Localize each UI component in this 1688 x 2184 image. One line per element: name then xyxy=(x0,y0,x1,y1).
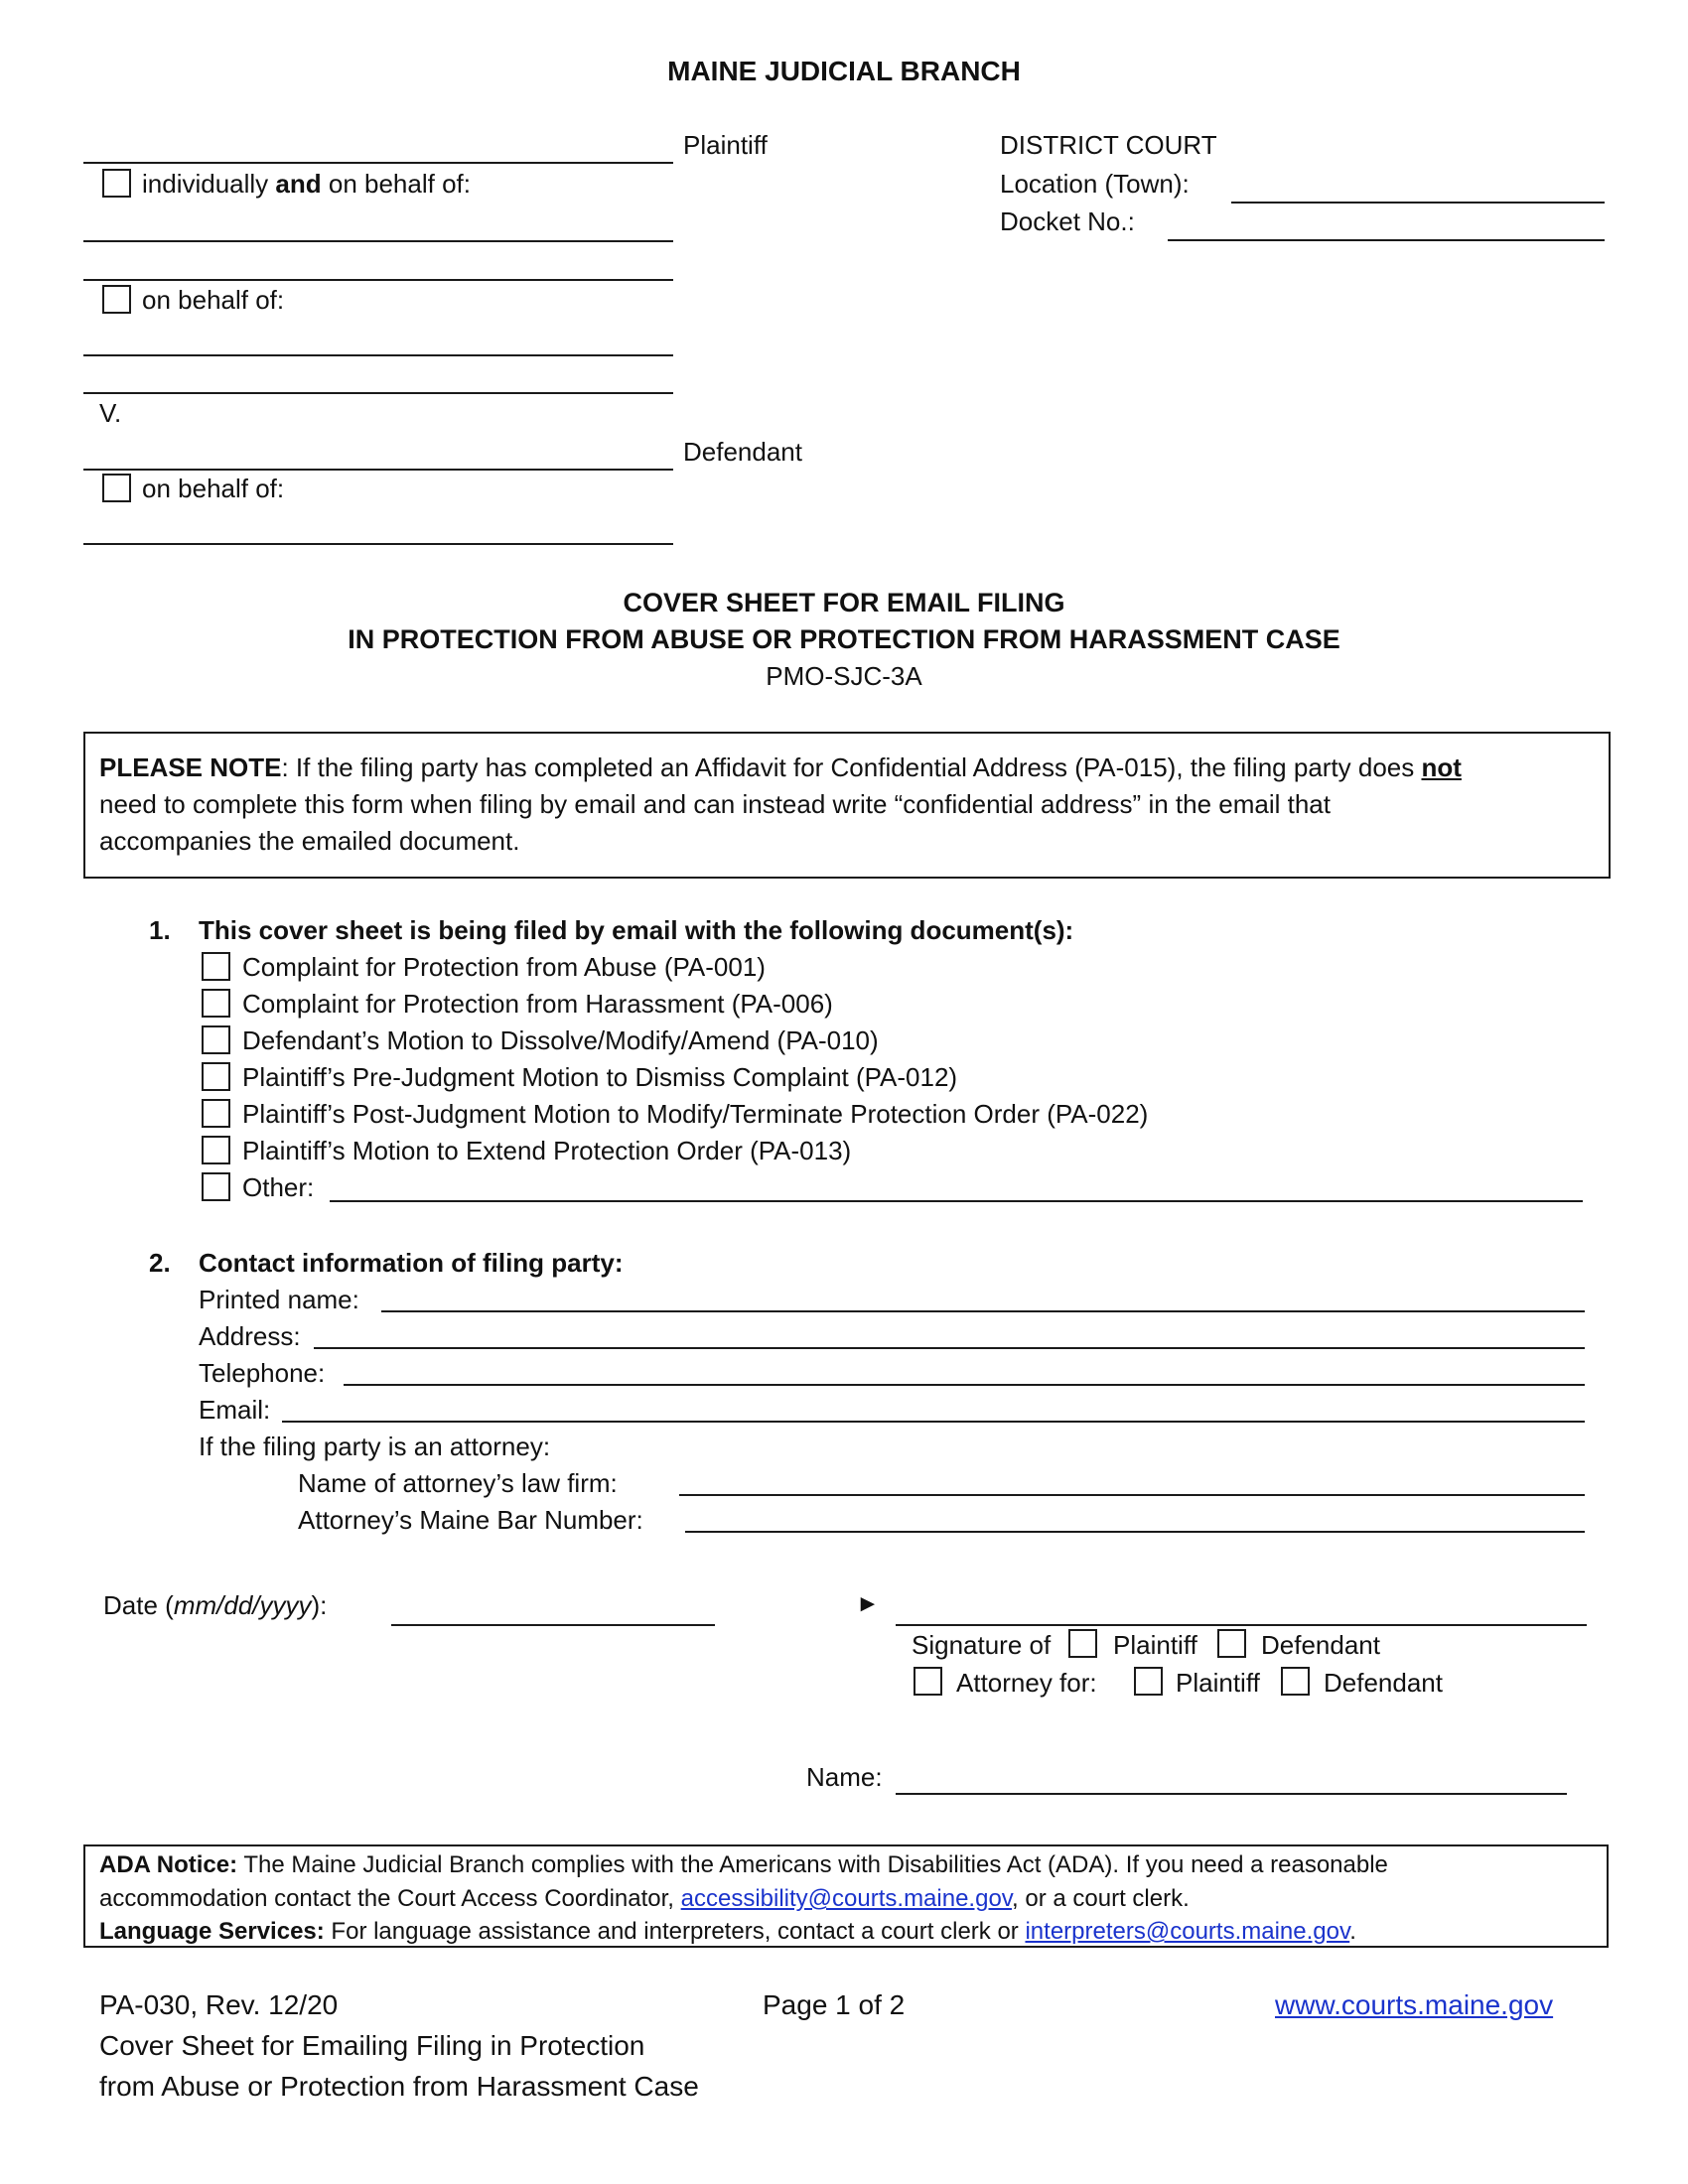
plaintiff-label: Plaintiff xyxy=(683,130,768,160)
attorney-defendant-checkbox[interactable] xyxy=(1281,1667,1310,1696)
signature-defendant-checkbox[interactable] xyxy=(1217,1629,1246,1658)
attorney-defendant-label: Defendant xyxy=(1324,1668,1443,1698)
signature-arrow-icon: ► xyxy=(856,1590,880,1617)
on-behalf-checkbox-1[interactable] xyxy=(102,285,131,314)
signature-plaintiff-label: Plaintiff xyxy=(1113,1630,1197,1660)
accessibility-email-link[interactable]: accessibility@courts.maine.gov xyxy=(680,1885,1013,1912)
law-firm-label: Name of attorney’s law firm: xyxy=(298,1468,618,1498)
form-title-line1: COVER SHEET FOR EMAIL FILING xyxy=(623,588,1065,617)
ada-line-2: accommodation contact the Court Access Coordinator, accessibility@courts.maine.gov, or a court clerk. xyxy=(99,1885,1190,1912)
defendant-label: Defendant xyxy=(683,437,802,467)
section2-number: 2. xyxy=(149,1248,171,1278)
bar-number-field[interactable] xyxy=(685,1531,1585,1533)
note-line-3: accompanies the emailed document. xyxy=(99,826,520,856)
section1-number: 1. xyxy=(149,915,171,945)
behalf-line-4[interactable] xyxy=(83,392,673,394)
doc-label-pa012: Plaintiff’s Pre-Judgment Motion to Dismiss Complaint (PA-012) xyxy=(242,1062,958,1092)
individually-label: individually and on behalf of: xyxy=(142,169,471,199)
doc-checkbox-pa022[interactable] xyxy=(202,1099,230,1128)
doc-label-pa006: Complaint for Protection from Harassment (PA-006) xyxy=(242,989,833,1019)
docket-field[interactable] xyxy=(1168,239,1605,241)
section2-heading: Contact information of filing party: xyxy=(199,1248,624,1278)
interpreters-email-link[interactable]: interpreters@courts.maine.gov xyxy=(1025,1918,1350,1945)
doc-checkbox-pa001[interactable] xyxy=(202,952,230,981)
ada-line-1: ADA Notice: The Maine Judicial Branch complies with the Americans with Disabilities Act (ADA). If you need a reasonable xyxy=(99,1851,1388,1878)
other-field[interactable] xyxy=(330,1200,1583,1202)
on-behalf-checkbox-2[interactable] xyxy=(102,474,131,502)
attorney-intro: If the filing party is an attorney: xyxy=(199,1432,551,1461)
location-field[interactable] xyxy=(1231,202,1605,204)
name-field[interactable] xyxy=(896,1793,1567,1795)
address-label: Address: xyxy=(199,1321,301,1351)
email-label: Email: xyxy=(199,1395,271,1425)
date-field[interactable] xyxy=(391,1624,715,1626)
page-number: Page 1 of 2 xyxy=(763,1989,906,2020)
law-firm-field[interactable] xyxy=(679,1494,1585,1496)
form-title-line2: IN PROTECTION FROM ABUSE OR PROTECTION FROM HARASSMENT CASE xyxy=(348,624,1340,654)
docket-label: Docket No.: xyxy=(1000,206,1135,236)
website-link[interactable]: www.courts.maine.gov xyxy=(1275,1989,1554,2020)
telephone-field[interactable] xyxy=(344,1384,1585,1386)
attorney-plaintiff-label: Plaintiff xyxy=(1176,1668,1260,1698)
versus-label: V. xyxy=(99,398,122,428)
behalf-line-2[interactable] xyxy=(83,279,673,281)
form-number: PA-030, Rev. 12/20 xyxy=(99,1989,339,2020)
attorney-plaintiff-checkbox[interactable] xyxy=(1134,1667,1163,1696)
form-code: PMO-SJC-3A xyxy=(766,661,922,691)
defendant-name-line[interactable] xyxy=(83,469,673,471)
individually-checkbox[interactable] xyxy=(102,169,131,198)
on-behalf-label-2: on behalf of: xyxy=(142,474,285,503)
email-field[interactable] xyxy=(282,1421,1585,1423)
behalf-line-1[interactable] xyxy=(83,240,673,242)
note-line-2: need to complete this form when filing by email and can instead write “confidential address” in the email that xyxy=(99,789,1331,819)
plaintiff-name-line[interactable] xyxy=(83,162,673,164)
behalf-line-5[interactable] xyxy=(83,543,673,545)
on-behalf-label-1: on behalf of: xyxy=(142,285,285,315)
section1-heading: This cover sheet is being filed by email with the following document(s): xyxy=(199,915,1074,945)
printed-name-field[interactable] xyxy=(381,1310,1585,1312)
signature-of-label: Signature of xyxy=(912,1630,1052,1660)
court-label: DISTRICT COURT xyxy=(1000,130,1217,160)
doc-checkbox-pa012[interactable] xyxy=(202,1062,230,1091)
language-line: Language Services: For language assistance and interpreters, contact a court clerk or interpreters@courts.maine.gov. xyxy=(99,1918,1356,1945)
doc-label-pa010: Defendant’s Motion to Dissolve/Modify/Amend (PA-010) xyxy=(242,1025,879,1055)
form-title-footer-1: Cover Sheet for Emailing Filing in Protection xyxy=(99,2030,645,2061)
doc-checkbox-pa010[interactable] xyxy=(202,1025,230,1054)
doc-checkbox-pa013[interactable] xyxy=(202,1136,230,1164)
doc-label-pa001: Complaint for Protection from Abuse (PA-001) xyxy=(242,952,766,982)
location-label: Location (Town): xyxy=(1000,169,1190,199)
note-line-1: PLEASE NOTE: If the filing party has completed an Affidavit for Confidential Address (PA-015), the filing party does not xyxy=(99,752,1462,782)
branch-title: MAINE JUDICIAL BRANCH xyxy=(667,56,1021,86)
signature-field[interactable] xyxy=(896,1624,1587,1626)
form-title-footer-2: from Abuse or Protection from Harassment Case xyxy=(99,2071,699,2102)
behalf-line-3[interactable] xyxy=(83,354,673,356)
telephone-label: Telephone: xyxy=(199,1358,326,1388)
address-field[interactable] xyxy=(314,1347,1585,1349)
attorney-for-checkbox[interactable] xyxy=(914,1667,942,1696)
doc-label-pa013: Plaintiff’s Motion to Extend Protection Order (PA-013) xyxy=(242,1136,852,1165)
attorney-for-label: Attorney for: xyxy=(956,1668,1097,1698)
doc-checkbox-pa006[interactable] xyxy=(202,989,230,1018)
doc-checkbox-other[interactable] xyxy=(202,1172,230,1201)
name-label: Name: xyxy=(806,1762,883,1792)
signature-defendant-label: Defendant xyxy=(1261,1630,1380,1660)
doc-label-pa022: Plaintiff’s Post-Judgment Motion to Modify/Terminate Protection Order (PA-022) xyxy=(242,1099,1149,1129)
doc-label-other: Other: xyxy=(242,1172,315,1202)
printed-name-label: Printed name: xyxy=(199,1285,359,1314)
bar-number-label: Attorney’s Maine Bar Number: xyxy=(298,1505,643,1535)
date-label: Date (mm/dd/yyyy): xyxy=(103,1590,328,1620)
signature-plaintiff-checkbox[interactable] xyxy=(1068,1629,1097,1658)
